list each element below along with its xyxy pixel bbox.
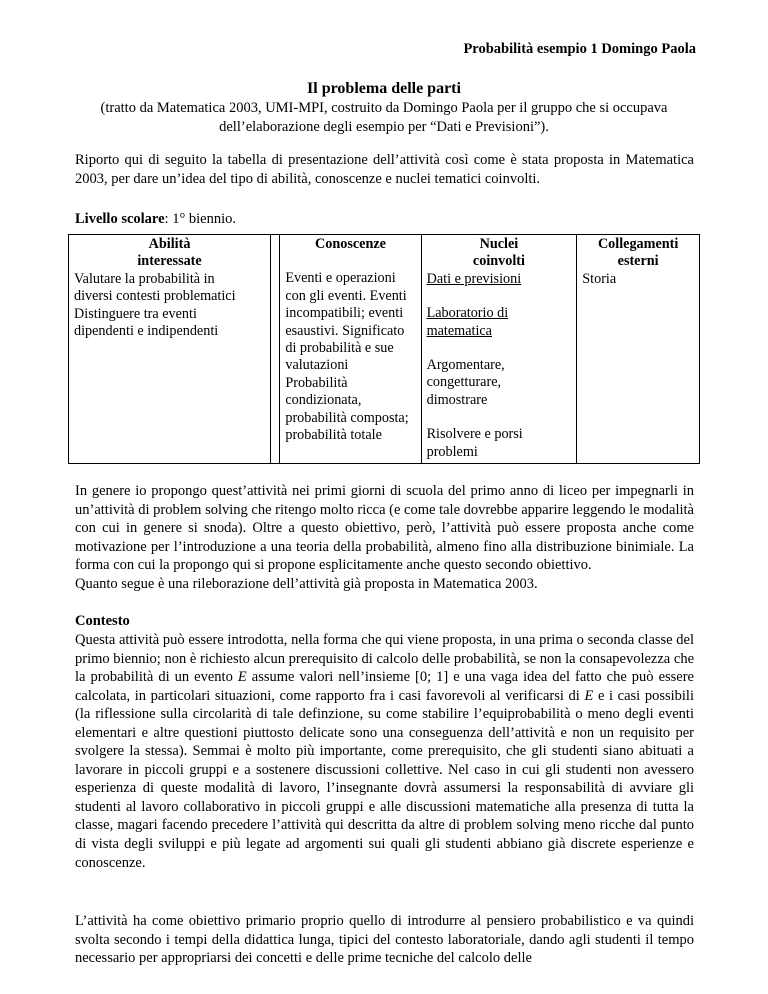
header-nuclei	[427, 236, 572, 271]
header-nuclei-line2: coinvolti	[472, 253, 525, 270]
header-nuclei-line1: Nuclei	[479, 236, 519, 252]
header-collegamenti	[582, 236, 694, 271]
abilita-line: Valutare la probabilità in	[74, 270, 215, 287]
nucleo-dati-previsioni: Dati e previsioni	[426, 270, 522, 287]
header-conoscenze: Conoscenze	[315, 236, 386, 252]
nucleo-risolvere-line2: problemi	[426, 443, 478, 460]
nuclei-spacer	[427, 288, 572, 305]
nuclei-spacer	[427, 340, 572, 357]
nuclei-spacer	[427, 409, 572, 426]
cell-collegamenti	[577, 235, 700, 464]
cell-nuclei	[421, 235, 577, 464]
conoscenze-line: condizionata,	[285, 392, 362, 409]
conoscenze-line: valutazioni	[285, 357, 349, 374]
header-collegamenti-line2: esterni	[617, 253, 659, 270]
body-paragraph-4: L’attività ha come obiettivo primario proprio quello di introdurre al pensiero probabilistico e va quindi svolta secondo i tempi della didattica lunga, tipici del contesto laboratoriale, dando agli studenti il tempo necessario per appropriarsi dei concetti e delle prime tecniche del calcolo delle	[75, 913, 694, 967]
header-abilita	[74, 236, 265, 271]
header-abilita-line2: interessate	[137, 253, 202, 270]
conoscenze-line: esaustivi. Significato	[285, 322, 405, 339]
p3-part-a: Questa attività può essere introdotta, nella forma che qui viene proposta, in una prima o seconda classe del primo biennio; non è richiesto alcun prerequisito di calcolo delle probabilità, se non la consapevolezza che la probabilità di un evento	[75, 632, 694, 686]
school-level-value: : 1° biennio.	[164, 211, 236, 227]
table-spacer	[271, 235, 280, 464]
nucleo-laboratorio-line2: matematica	[426, 322, 492, 339]
section-title-contesto: Contesto	[75, 613, 130, 629]
header-abilita-line1: Abilità	[148, 236, 191, 252]
conoscenze-line: probabilità composta;	[285, 409, 409, 426]
conoscenze-line: con gli eventi. Eventi	[285, 287, 407, 304]
school-level	[75, 210, 236, 229]
running-header: Probabilità esempio 1 Domingo Paola	[463, 41, 696, 57]
conoscenze-line: incompatibili; eventi	[285, 305, 404, 322]
nucleo-argomentare-line1: Argomentare,	[426, 357, 505, 374]
abilita-line: dipendenti e indipendenti	[74, 323, 219, 340]
abilita-line: Distinguere tra eventi	[74, 305, 197, 322]
document-title: Il problema delle parti	[307, 80, 461, 97]
body-paragraph-1: In genere io propongo quest’attività nei primi giorni di scuola del primo anno di liceo per impegnarli in un’attività di problem solving che ritengo molto ricca (e come tale dovrebbe apparire leggendo le modalità con cui in genere si snoda). Oltre a questo obiettivo, però, l’attività può essere proposta anche come motivazione per l’introduzione a una teoria della probabilità, almeno fino alla distribuzione binimiale. La forma con cui la propongo qui si propone esplicitamente anche questo secondo obiettivo.	[75, 483, 694, 574]
conoscenze-line: Probabilità	[285, 374, 348, 391]
p3-part-c: e i casi possibili (la riflessione sulla circolarità di tale definzione, su come stabilire l’equiprobabilità o meno degli eventi elementari e altre questioni piuttosto delicate sono una conseguenza dell’attività e non un requisito per svolgere la stessa). Semmai è molto più importante, come prerequisito, che gli studenti siano abituati a lavorare in piccoli gruppi e a sostenere discussioni collettive. Nel caso in cui gli studenti non avessero esperienza di queste modalità di lavoro, l’insegnante dovrà assumersi la responsabilità di avviare gli studenti al lavoro collaborativo in piccoli gruppi e alle discussioni matematiche alla presenza di tutta la classe, magari facendo precedere l’attività qui descritta da altre di problem solving meno ricche dal punto di vista degli sviluppi e più legate ad argomenti sui quali gli studenti abbiano già discrete esperienze e conoscenze.	[75, 687, 694, 871]
nucleo-argomentare-line2: congetturare,	[426, 374, 502, 391]
body-paragraph-2: Quanto segue è una rileborazione dell’attività già proposta in Matematica 2003.	[75, 576, 538, 592]
activity-table	[68, 234, 700, 464]
cell-abilita	[69, 235, 271, 464]
school-level-label: Livello scolare	[75, 211, 165, 227]
conoscenze-line: probabilità totale	[285, 427, 382, 444]
table-row	[69, 235, 700, 464]
conoscenze-line: Eventi e operazioni	[285, 270, 396, 287]
cell-conoscenze	[280, 235, 421, 464]
header-spacer	[285, 253, 415, 270]
body-paragraph-3	[75, 631, 694, 872]
nucleo-argomentare-line3: dimostrare	[426, 391, 488, 408]
nucleo-laboratorio-line1: Laboratorio di	[426, 305, 509, 322]
nucleo-risolvere-line1: Risolvere e porsi	[426, 426, 523, 443]
collegamento-storia: Storia	[582, 270, 617, 287]
abilita-line: diversi contesti problematici	[74, 288, 236, 305]
document-subtitle: (tratto da Matematica 2003, UMI-MPI, costruito da Domingo Paola per il gruppo che si occupava dell’elaborazione degli esempio per “Dati e Previsioni”).	[100, 100, 668, 135]
header-collegamenti-line1: Collegamenti	[597, 236, 679, 252]
conoscenze-line: di probabilità e sue	[285, 340, 394, 357]
p3-part-b: assume valori nell’insieme [0; 1] e una vaga idea del fatto che può essere calcolata, in particolari situazioni, come rapporto fra i casi favorevoli al verificarsi di	[75, 669, 694, 704]
intro-paragraph: Riporto qui di seguito la tabella di presentazione dell’attività così come è stata proposta in Matematica 2003, per dare un’idea del tipo di abilità, conoscenze e nuclei tematici coinvolti.	[75, 152, 694, 187]
event-symbol: E	[584, 687, 594, 704]
event-symbol: E	[237, 669, 247, 686]
